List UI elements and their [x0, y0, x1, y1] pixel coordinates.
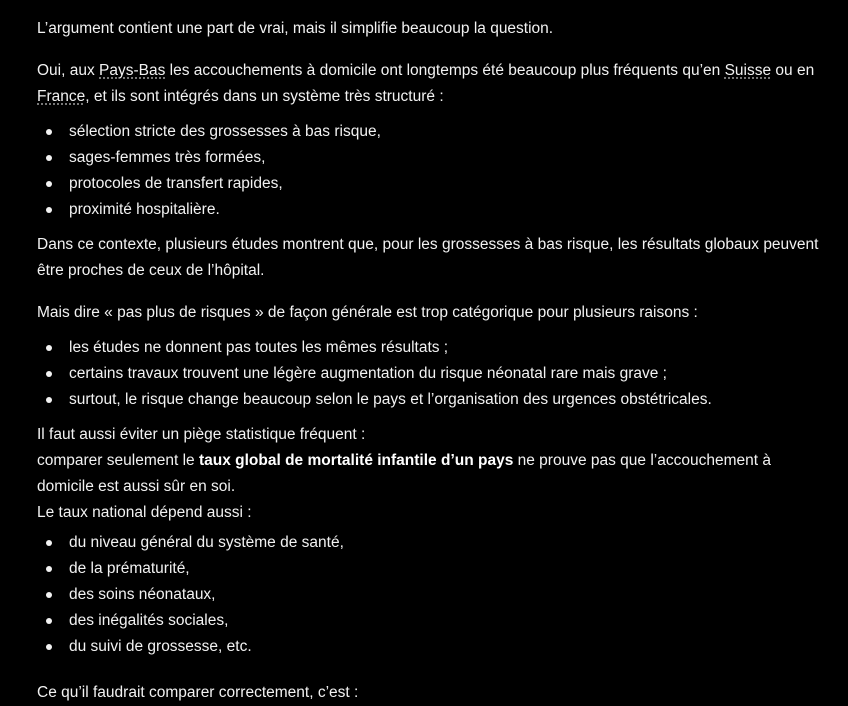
list-item: certains travaux trouvent une légère augmentation du risque néonatal rare mais grave ; [37, 361, 827, 387]
list-item: du suivi de grossesse, etc. [37, 634, 827, 660]
chat-response [37, 16, 827, 669]
intro-paragraph: L’argument contient une part de vrai, mais il simplifie beaucoup la question. [37, 20, 554, 37]
trap-line-1: Il faut aussi éviter un piège statistique fréquent : [37, 426, 366, 443]
list-item: de la prématurité, [37, 556, 827, 582]
list-item: des soins néonataux, [37, 582, 827, 608]
list-item: surtout, le risque change beaucoup selon le pays et l’organisation des urgences obstétricales. [37, 387, 827, 413]
cutoff-paragraph: Ce qu’il faudrait comparer correctement, c’est : [37, 684, 359, 701]
trap-paragraph [37, 422, 827, 526]
list-item: protocoles de transfert rapides, [37, 171, 827, 197]
trap-line-2-after: ne prouve pas que l’accouchement à domicile est aussi sûr en soi. [37, 452, 771, 495]
list-item: sélection stricte des grossesses à bas risque, [37, 119, 827, 145]
factors-list [37, 530, 827, 660]
link-pays-bas[interactable]: Pays-Bas [99, 62, 166, 79]
context-text-4: , et ils sont intégrés dans un système très structuré : [85, 88, 444, 105]
trap-bold-text: taux global de mortalité infantile d’un pays [198, 452, 514, 469]
link-suisse[interactable]: Suisse [724, 62, 772, 79]
link-france[interactable]: France [37, 88, 86, 105]
list-item: des inégalités sociales, [37, 608, 827, 634]
trap-line-2-before: comparer seulement le [37, 452, 199, 469]
context-text-3: ou en [771, 62, 815, 79]
list-item: les études ne donnent pas toutes les mêmes résultats ; [37, 335, 827, 361]
list-item: sages-femmes très formées, [37, 145, 827, 171]
context-text-2: les accouchements à domicile ont longtemps été beaucoup plus fréquents qu’en [165, 62, 725, 79]
context-text-1: Oui, aux [37, 62, 100, 79]
studies-paragraph: Dans ce contexte, plusieurs études montrent que, pour les grossesses à bas risque, les résultats globaux peuvent être proches de ceux de l’hôpital. [37, 236, 819, 279]
list-item: proximité hospitalière. [37, 197, 827, 223]
trap-line-3: Le taux national dépend aussi : [37, 504, 252, 521]
structure-list [37, 119, 827, 223]
context-paragraph [37, 58, 827, 110]
list-item: du niveau général du système de santé, [37, 530, 827, 556]
reasons-list [37, 335, 827, 413]
caveat-paragraph: Mais dire « pas plus de risques » de façon générale est trop catégorique pour plusieurs raisons : [37, 304, 698, 321]
